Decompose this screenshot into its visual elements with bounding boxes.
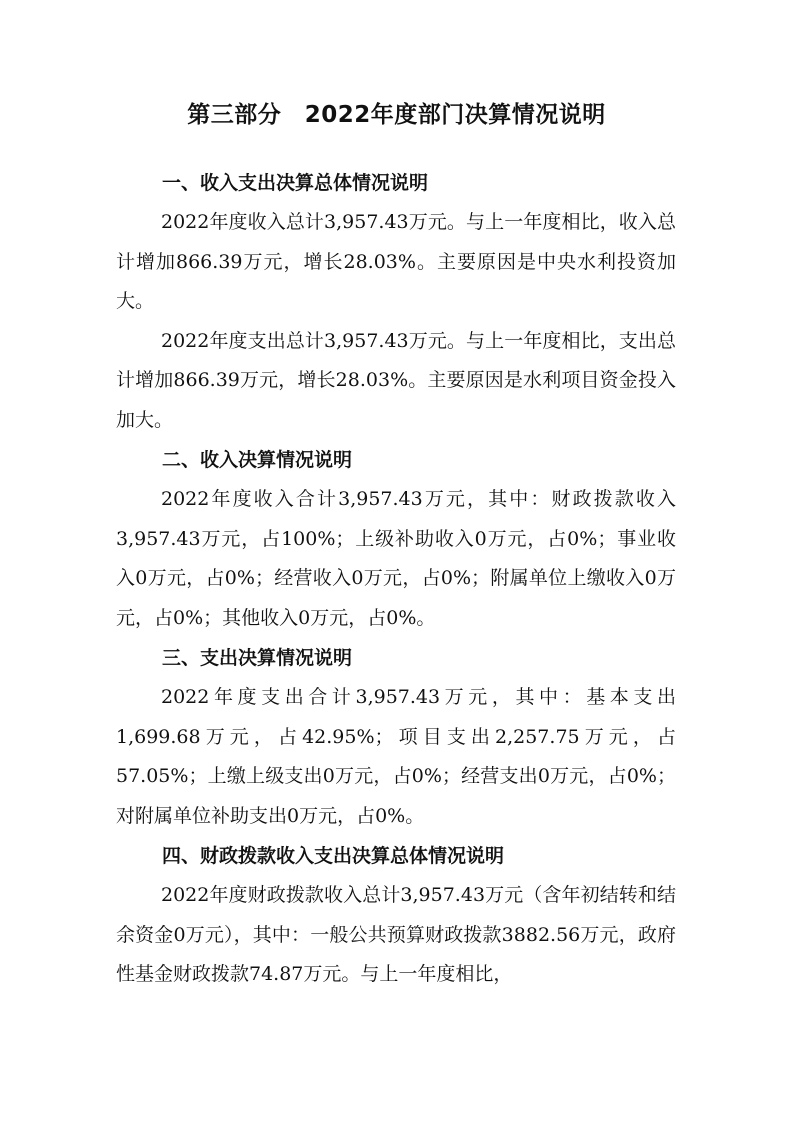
section-heading-4: 四、财政拨款收入支出决算总体情况说明 [162, 845, 505, 867]
section-1-paragraph-2: 2022年度支出总计3,957.43万元。与上一年度相比，支出总计增加866.39万元，增长28.03%。主要原因是水利项目资金投入加大。 [116, 329, 676, 431]
section-heading-3: 三、支出决算情况说明 [162, 647, 353, 669]
section-heading-1: 一、收入支出决算总体情况说明 [162, 172, 429, 194]
section-3-paragraph-1: 2022年度支出合计3,957.43万元，其中：基本支出1,699.68万元，占42.95%；项目支出2,257.75万元，占57.05%；上缴上级支出0万元，占0%；经营支出0万元，占0%；对附属单位补助支出0万元，占0%。 [116, 686, 676, 827]
document-body [116, 163, 676, 995]
page-title: 第三部分 2022年度部门决算情况说明 [187, 102, 606, 128]
section-1-paragraph-1: 2022年度收入总计3,957.43万元。与上一年度相比，收入总计增加866.39万元，增长28.03%。主要原因是中央水利投资加大。 [116, 211, 676, 312]
section-heading-2: 二、收入决算情况说明 [162, 449, 353, 471]
section-4-paragraph-1: 2022年度财政拨款收入总计3,957.43万元（含年初结转和结余资金0万元），其中：一般公共预算财政拨款3882.56万元，政府性基金财政拨款74.87万元。与上一年度相比， [116, 884, 676, 985]
section-2-paragraph-1: 2022年度收入合计3,957.43万元，其中：财政拨款收入3,957.43万元，占100%；上级补助收入0万元，占0%；事业收入0万元，占0%；经营收入0万元，占0%；附属单位上缴收入0万元，占0%；其他收入0万元，占0%。 [116, 488, 676, 629]
